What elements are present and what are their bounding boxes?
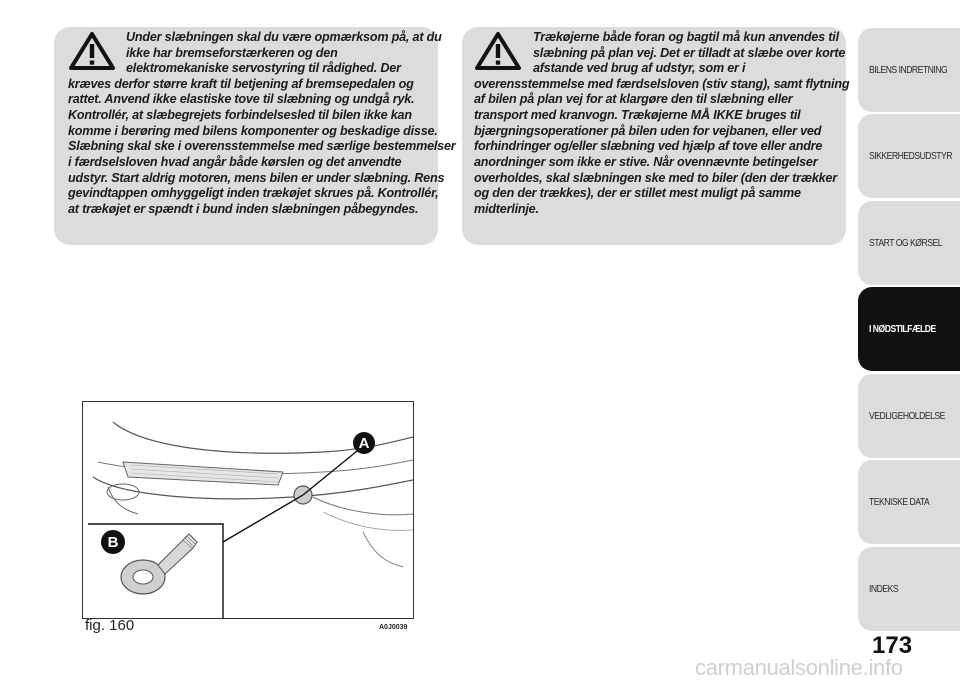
- text-line: af bilen på plan vej for at klargøre den til slæbning eller: [474, 92, 793, 106]
- text-line: ikke har bremseforstærkeren og den: [126, 46, 338, 60]
- text-line: elektromekaniske servostyring til rådighed. Der: [126, 61, 401, 75]
- tab-bilens-indretning[interactable]: [858, 28, 960, 112]
- text-line: Under slæbningen skal du være opmærksom på, at du: [126, 30, 442, 44]
- text-line: kræves derfor større kraft til betjening af bremsepedalen og: [68, 77, 414, 91]
- watermark: carmanualsonline.info: [695, 655, 903, 680]
- text-line: slæbning på plan vej. Det er tilladt at slæbe over korte: [533, 46, 846, 60]
- tab-vedligeholdelse[interactable]: [858, 374, 960, 458]
- text-line: transport med kranvogn. Trækøjerne MÅ IKKE bruges til: [474, 108, 801, 122]
- text-line: rattet. Anvend ikke elastiske tove til slæbning og undgå ryk.: [68, 92, 415, 106]
- callout-b-label: B: [107, 533, 119, 551]
- text-line: Trækøjerne både foran og bagtil må kun anvendes til: [533, 30, 839, 44]
- text-line: overensstemmelse med færdselsloven (stiv stang), samt flytning: [474, 77, 850, 91]
- callout-b-badge: [101, 530, 125, 554]
- text-line: Slæbning skal ske i overensstemmelse med særlige bestemmelser: [68, 139, 456, 153]
- text-line: komme i berøring med bilens komponenter og beskadige disse.: [68, 124, 438, 138]
- tab-start-og-korsel[interactable]: [858, 201, 960, 285]
- text-line: afstande ved brug af udstyr, som er i: [533, 61, 746, 75]
- text-line: bjærgningsoperationer på bilen uden for vejbanen, eller ved: [474, 124, 822, 138]
- warning-triangle-icon: [68, 31, 116, 71]
- text-line: udstyr. Start aldrig motoren, mens bilen er under slæbning. Rens: [68, 171, 445, 185]
- tab-label: BILENS INDRETNING: [869, 64, 948, 76]
- tab-tekniske-data[interactable]: [858, 460, 960, 544]
- tab-sikkerhedsudstyr[interactable]: [858, 114, 960, 198]
- text-line: midterlinje.: [474, 202, 539, 216]
- tab-label: I NØDSTILFÆLDE: [869, 323, 936, 335]
- text-line: forhindringer og/eller slæbning ved hjælp af tove eller andre: [474, 139, 823, 153]
- tab-label: INDEKS: [869, 583, 899, 595]
- tow-eye-icon: [121, 534, 197, 594]
- text-line: at trækøjet er spændt i bund inden slæbningen påbegyndes.: [68, 202, 419, 216]
- tab-label: TEKNISKE DATA: [869, 496, 930, 508]
- warning-triangle-icon: [474, 31, 522, 71]
- callout-a-badge: [353, 432, 375, 454]
- text-line: gevindtappen omhyggeligt inden trækøjet skrues på. Kontrollér,: [68, 186, 439, 200]
- tab-label: VEDLIGEHOLDELSE: [869, 410, 945, 422]
- figure-code: A0J0039: [379, 624, 408, 631]
- chapter-sidebar: [858, 0, 960, 686]
- tab-i-nodstilfaelde[interactable]: [858, 287, 960, 371]
- figure-illustration: [82, 401, 414, 619]
- tab-indeks[interactable]: [858, 547, 960, 631]
- text-line: anordninger som ikke er stive. Når ovennævnte betingelser: [474, 155, 818, 169]
- page-number: 173: [872, 632, 913, 659]
- text-line: overholdes, skal slæbningen ske med to biler (den der trækker: [474, 171, 837, 185]
- text-line: i færdselsloven hvad angår både kørslen og det anvendte: [68, 155, 402, 169]
- figure-caption: fig. 160: [85, 617, 135, 634]
- tab-label: START OG KØRSEL: [869, 237, 943, 249]
- text-line: og den der trækkes), der er stillet mest muligt på samme: [474, 186, 801, 200]
- tab-label: SIKKERHEDSUDSTYR: [869, 150, 953, 162]
- callout-a-label: A: [358, 434, 370, 452]
- text-line: Kontrollér, at slæbegrejets forbindelsesled til bilen ikke kan: [68, 108, 412, 122]
